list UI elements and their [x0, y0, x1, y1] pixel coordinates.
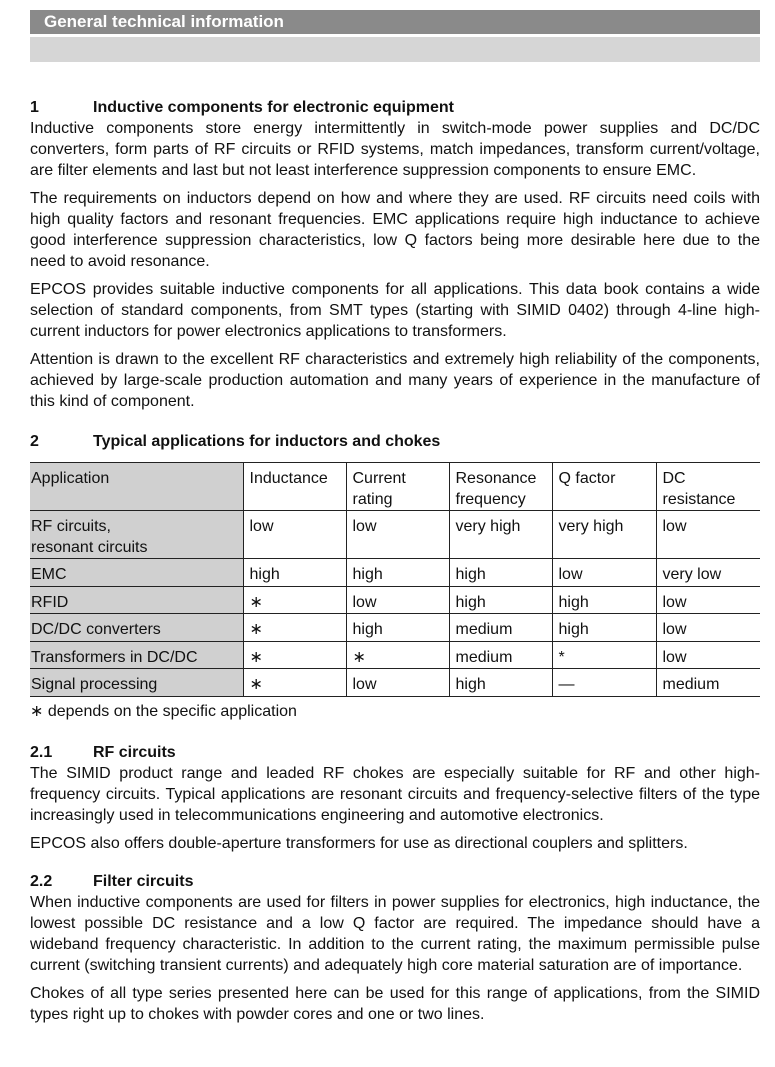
- section-number: 2: [30, 433, 39, 450]
- paragraph: The requirements on inductors depend on how and where they are used. RF circuits need coils with high quality factors and resonant frequencies. EMC applications require high inductance to achieve good interference suppression characteristics, low Q factors being more desirable here due to the need to avoid resonance.: [30, 190, 760, 270]
- paragraph: Attention is drawn to the excellent RF characteristics and extremely high reliability of the components, achieved by large-scale production automation and many years of experience in the manufacture of this kind of component.: [30, 351, 760, 410]
- section-title: Filter circuits: [93, 872, 194, 890]
- paragraph: The SIMID product range and leaded RF chokes are especially suitable for RF and other high-frequency circuits. Typical applications are resonant circuits and frequency-selective filters of the type increasingly used in telecommunications engineering and automotive electronics.: [30, 764, 760, 824]
- section-1-heading: [30, 97, 760, 118]
- header-subbar: [30, 37, 760, 62]
- table-cell: ∗: [243, 669, 346, 697]
- section-title: Inductive components for electronic equipment: [93, 99, 454, 116]
- table-cell: low: [243, 511, 346, 559]
- column-header: Q factor: [552, 463, 656, 511]
- table-row: [30, 559, 760, 587]
- column-header: Current rating: [346, 463, 449, 511]
- table-header-row: [30, 463, 760, 511]
- table-cell: ∗: [243, 614, 346, 642]
- paragraph: Chokes of all type series presented here can be used for this range of applications, from the SIMID types right up to chokes with powder cores and one or two lines.: [30, 984, 760, 1023]
- table-cell: medium: [656, 669, 760, 697]
- table-cell: medium: [449, 614, 552, 642]
- section-2-heading: [30, 431, 760, 452]
- section-title: RF circuits: [93, 743, 176, 761]
- table-cell: low: [552, 559, 656, 587]
- table-cell: RF circuits, resonant circuits: [30, 511, 243, 559]
- table-cell: ∗: [243, 641, 346, 669]
- paragraph: Inductive components store energy intermittently in switch-mode power supplies and DC/DC converters, form parts of RF circuits or RFID systems, match impedances, transform current/voltage, are filter elements and last but not least interference suppression components to ensure EMC.: [30, 120, 760, 179]
- table-cell: DC/DC converters: [30, 614, 243, 642]
- table-row: [30, 586, 760, 614]
- paragraph: When inductive components are used for filters in power supplies for electronics, high inductance, the lowest possible DC resistance and a low Q factor are required. The impedance should have a wideband frequency characteristic. In addition to the current rating, the maximum permissible pulse current (switching transient currents) and adequately high core material saturation are of importance.: [30, 893, 760, 974]
- table-cell: very low: [656, 559, 760, 587]
- table-cell: Signal processing: [30, 669, 243, 697]
- column-header: Inductance: [243, 463, 346, 511]
- table-cell: ∗: [243, 586, 346, 614]
- table-cell: —: [552, 669, 656, 697]
- table-cell: very high: [449, 511, 552, 559]
- table-cell: high: [449, 586, 552, 614]
- section-number: 2.2: [30, 872, 53, 890]
- table-row: [30, 614, 760, 642]
- column-header: Application: [30, 463, 243, 511]
- table-cell: high: [552, 614, 656, 642]
- table-cell: low: [656, 586, 760, 614]
- table-cell: very high: [552, 511, 656, 559]
- section-number: 2.1: [30, 743, 53, 761]
- table-cell: high: [449, 559, 552, 587]
- table-row: [30, 641, 760, 669]
- table-cell: EMC: [30, 559, 243, 587]
- table-cell: ∗: [346, 641, 449, 669]
- header-banner: General technical information: [30, 10, 760, 34]
- table-cell: high: [346, 614, 449, 642]
- table-cell: low: [346, 669, 449, 697]
- table-cell: low: [346, 586, 449, 614]
- section-2-1-heading: [30, 742, 760, 763]
- applications-table: [30, 462, 760, 697]
- table-footnote: ∗ depends on the specific application: [30, 702, 297, 720]
- table-cell: low: [346, 511, 449, 559]
- table-cell: low: [656, 614, 760, 642]
- table-cell: *: [552, 641, 656, 669]
- table-cell: low: [656, 511, 760, 559]
- section-title: Typical applications for inductors and chokes: [93, 433, 441, 450]
- table-cell: high: [552, 586, 656, 614]
- table-row: [30, 669, 760, 697]
- section-2-2-heading: [30, 871, 760, 892]
- table-cell: RFID: [30, 586, 243, 614]
- paragraph: EPCOS provides suitable inductive components for all applications. This data book contains a wide selection of standard components, from SMT types (starting with SIMID 0402) through 4-line high-current inductors for power electronics applications to transformers.: [30, 281, 760, 340]
- column-header: DC resistance: [656, 463, 760, 511]
- table-cell: high: [449, 669, 552, 697]
- table-cell: high: [346, 559, 449, 587]
- table-cell: low: [656, 641, 760, 669]
- section-number: 1: [30, 99, 39, 116]
- table-cell: medium: [449, 641, 552, 669]
- table-row: [30, 511, 760, 559]
- table-cell: high: [243, 559, 346, 587]
- document-body: [30, 97, 760, 1025]
- paragraph: EPCOS also offers double-aperture transformers for use as directional couplers and splitters.: [30, 834, 688, 852]
- column-header: Resonance frequency: [449, 463, 552, 511]
- table-cell: Transformers in DC/DC: [30, 641, 243, 669]
